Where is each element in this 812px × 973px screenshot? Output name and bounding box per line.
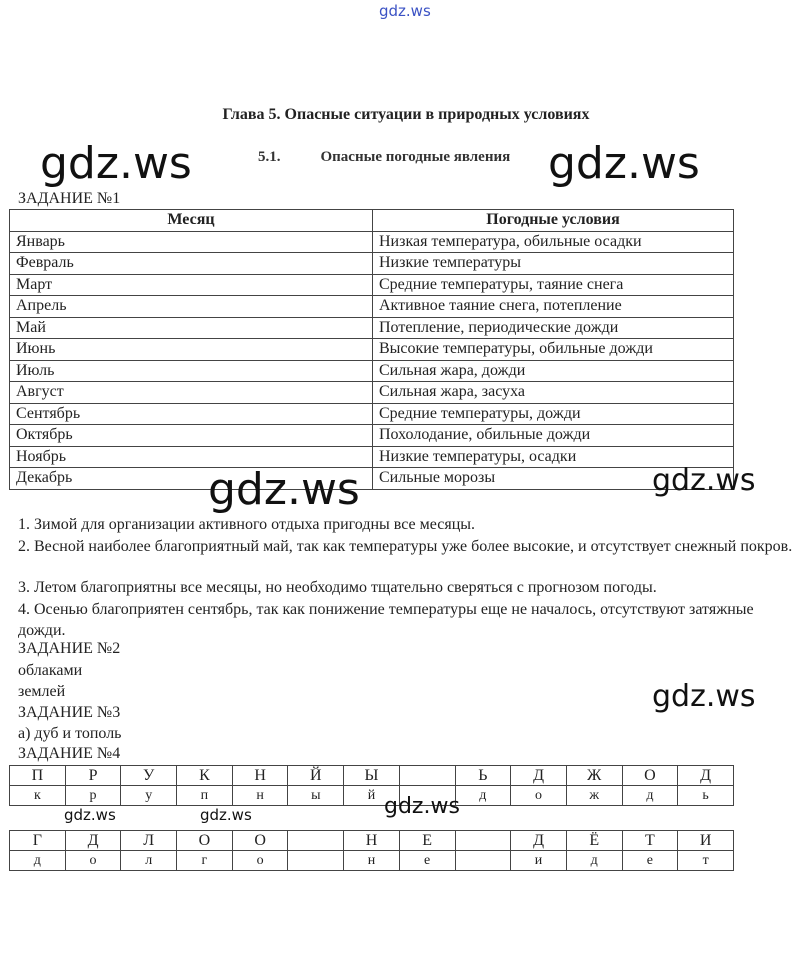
month-cell: Апрель: [10, 296, 373, 318]
month-cell: Май: [10, 317, 373, 339]
letter-cell: [455, 851, 511, 871]
letter-cell: Р: [65, 766, 121, 786]
letter-cell: н: [232, 786, 288, 806]
letter-cell: о: [232, 851, 288, 871]
letter-cell: Н: [344, 831, 400, 851]
letter-cell: д: [10, 851, 66, 871]
letter-row-upper: [10, 831, 734, 851]
letter-cell: Ь: [455, 766, 511, 786]
letter-cell: О: [177, 831, 233, 851]
letter-cell: ы: [288, 786, 344, 806]
weather-cell: Активное таяние снега, потепление: [373, 296, 734, 318]
letter-cell: И: [678, 831, 734, 851]
letter-cell: Д: [511, 831, 567, 851]
letter-cell: о: [65, 851, 121, 871]
weather-cell: Сильная жара, засуха: [373, 382, 734, 404]
column-header-weather: Погодные условия: [373, 210, 734, 232]
letter-cell: ж: [566, 786, 622, 806]
letter-cell: й: [344, 786, 400, 806]
letter-grid-2: [9, 830, 734, 871]
section-heading: [258, 149, 550, 166]
weather-cell: Низкие температуры, осадки: [373, 446, 734, 468]
month-cell: Сентябрь: [10, 403, 373, 425]
letter-grid-1: [9, 765, 734, 806]
letter-cell: Д: [678, 766, 734, 786]
chapter-title: Глава 5. Опасные ситуации в природных условиях: [222, 106, 590, 123]
weather-cell: Низкие температуры: [373, 253, 734, 275]
month-cell: Ноябрь: [10, 446, 373, 468]
letter-cell: Д: [65, 831, 121, 851]
watermark-right: gdz.ws: [652, 463, 756, 498]
letter-cell: [288, 851, 344, 871]
letter-cell: О: [622, 766, 678, 786]
letter-cell: н: [344, 851, 400, 871]
task2-label: ЗАДАНИЕ №2: [18, 640, 121, 657]
month-cell: Август: [10, 382, 373, 404]
month-cell: Октябрь: [10, 425, 373, 447]
letter-cell: Й: [288, 766, 344, 786]
letter-cell: Ы: [344, 766, 400, 786]
letter-cell: г: [177, 851, 233, 871]
letter-cell: О: [232, 831, 288, 851]
letter-cell: и: [511, 851, 567, 871]
weather-cell: Сильные морозы: [373, 468, 734, 490]
month-cell: Март: [10, 274, 373, 296]
table-row: [10, 274, 734, 296]
letter-cell: Е: [399, 831, 455, 851]
answer-paragraph-2: 2. Весной наиболее благоприятный май, так как температуры уже более высокие, и отсутствует снежный покров.: [18, 538, 793, 555]
letter-cell: л: [121, 851, 177, 871]
letter-row-upper: [10, 766, 734, 786]
weather-cell: Низкая температура, обильные осадки: [373, 231, 734, 253]
letter-cell: Н: [232, 766, 288, 786]
letter-cell: [399, 766, 455, 786]
weather-cell: Похолодание, обильные дожди: [373, 425, 734, 447]
letter-row-lower: [10, 851, 734, 871]
month-cell: Июль: [10, 360, 373, 382]
letter-cell: е: [399, 851, 455, 871]
letter-cell: [288, 831, 344, 851]
letter-cell: Д: [511, 766, 567, 786]
answer-paragraph-3: 3. Летом благоприятны все месяцы, но необходимо тщательно сверяться с прогнозом погоды.: [18, 579, 657, 596]
answer-paragraph-1: 1. Зимой для организации активного отдыха пригодны все месяцы.: [18, 516, 476, 533]
watermark-over-table: gdz.ws: [208, 464, 360, 515]
watermark-grid-small-a: gdz.ws: [64, 806, 116, 824]
table-row: [10, 231, 734, 253]
weather-cell: Потепление, периодические дожди: [373, 317, 734, 339]
letter-cell: [455, 831, 511, 851]
section-title: Опасные погодные явления: [320, 149, 511, 165]
table-row: [10, 382, 734, 404]
weather-cell: Высокие температуры, обильные дожди: [373, 339, 734, 361]
letter-cell: о: [511, 786, 567, 806]
letter-cell: р: [65, 786, 121, 806]
table-row: [10, 360, 734, 382]
task2-answer-line: облаками: [18, 662, 83, 679]
month-cell: Январь: [10, 231, 373, 253]
letter-cell: П: [10, 766, 66, 786]
watermark-big-right: gdz.ws: [548, 138, 700, 189]
table-row: [10, 253, 734, 275]
table-row: [10, 403, 734, 425]
letter-cell: у: [121, 786, 177, 806]
letter-cell: д: [455, 786, 511, 806]
letter-cell: К: [177, 766, 233, 786]
section-number: 5.1.: [258, 149, 281, 165]
answer-paragraph-4: 4. Осенью благоприятен сентябрь, так как понижение температуры еще не началось, отсутствуют затяжные дожди.: [18, 601, 754, 639]
task1-label: ЗАДАНИЕ №1: [18, 190, 121, 207]
letter-cell: У: [121, 766, 177, 786]
letter-cell: Т: [622, 831, 678, 851]
watermark-big-left: gdz.ws: [40, 138, 192, 189]
letter-cell: т: [678, 851, 734, 871]
month-cell: Июнь: [10, 339, 373, 361]
letter-cell: Ё: [566, 831, 622, 851]
month-cell: Декабрь: [10, 468, 373, 490]
letter-cell: Л: [121, 831, 177, 851]
task2-answer-line: землей: [18, 683, 66, 700]
watermark-grid-small-b: gdz.ws: [200, 806, 252, 824]
weather-cell: Средние температуры, таяние снега: [373, 274, 734, 296]
letter-cell: Ж: [566, 766, 622, 786]
weather-cell: Сильная жара, дожди: [373, 360, 734, 382]
table-row: [10, 296, 734, 318]
weather-cell: Средние температуры, дожди: [373, 403, 734, 425]
table-row: [10, 339, 734, 361]
task4-label: ЗАДАНИЕ №4: [18, 745, 121, 762]
watermark-right-lower: gdz.ws: [652, 679, 756, 714]
column-header-month: Месяц: [10, 210, 373, 232]
letter-cell: ь: [678, 786, 734, 806]
letter-cell: п: [177, 786, 233, 806]
letter-cell: д: [622, 786, 678, 806]
letter-cell: д: [566, 851, 622, 871]
letter-cell: е: [622, 851, 678, 871]
task3-answer: а) дуб и тополь: [18, 725, 122, 742]
table-header-row: [10, 210, 734, 232]
month-cell: Февраль: [10, 253, 373, 275]
task3-label: ЗАДАНИЕ №3: [18, 704, 121, 721]
watermark-top: gdz.ws: [379, 2, 431, 20]
table-row: [10, 468, 734, 490]
table-row: [10, 446, 734, 468]
table-row: [10, 425, 734, 447]
letter-row-lower: [10, 786, 734, 806]
watermark-grid-center: gdz.ws: [384, 794, 460, 819]
month-weather-table: [9, 209, 734, 490]
letter-cell: к: [10, 786, 66, 806]
table-row: [10, 317, 734, 339]
letter-cell: Г: [10, 831, 66, 851]
